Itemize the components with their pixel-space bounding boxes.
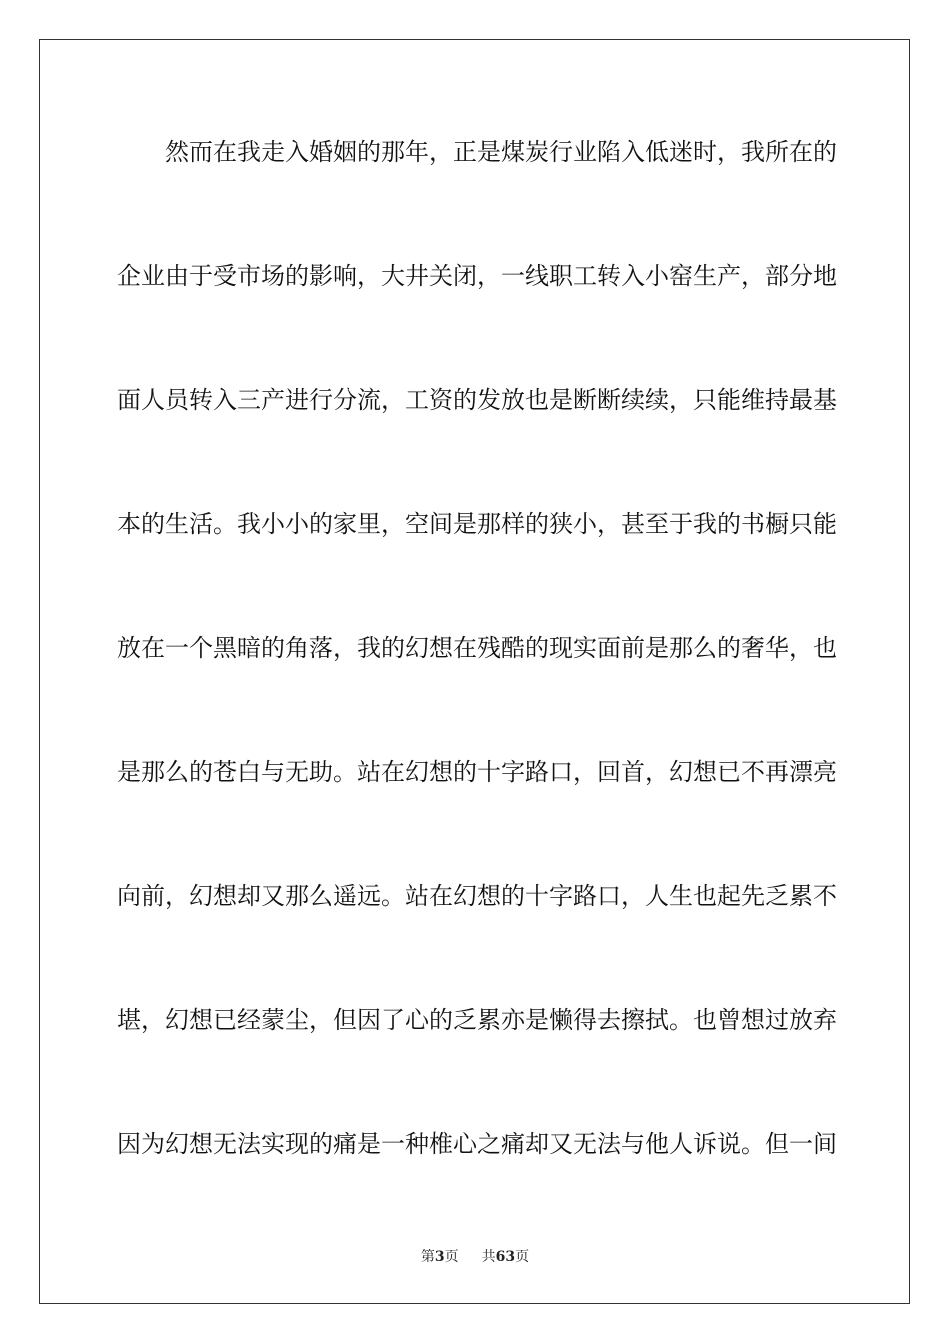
page-suffix: 页 <box>444 1249 459 1265</box>
total-prefix: 共 <box>481 1249 496 1265</box>
page-number: 3 <box>434 1249 445 1265</box>
paragraph-line-6: 是那么的苍白与无助。站在幻想的十字路口，回首，幻想已不再漂亮 <box>117 758 837 786</box>
paragraph-line-7: 向前，幻想却又那么遥远。站在幻想的十字路口，人生也起先乏累不 <box>117 882 837 910</box>
total-pages-number: 63 <box>495 1249 516 1265</box>
paragraph-line-1: 然而在我走入婚姻的那年，正是煤炭行业陷入低迷时，我所在的 <box>165 138 837 166</box>
total-suffix: 页 <box>515 1249 530 1265</box>
paragraph-line-8: 堪，幻想已经蒙尘，但因了心的乏累亦是懒得去擦拭。也曾想过放弃 <box>117 1006 837 1034</box>
page-footer <box>0 1246 950 1266</box>
paragraph-line-4: 本的生活。我小小的家里，空间是那样的狭小，甚至于我的书橱只能 <box>117 510 837 538</box>
paragraph-line-5: 放在一个黑暗的角落，我的幻想在残酷的现实面前是那么的奢华，也 <box>117 634 837 662</box>
paragraph-line-3: 面人员转入三产进行分流，工资的发放也是断断续续，只能维持最基 <box>117 386 837 414</box>
page-indicator <box>421 1246 459 1266</box>
page-prefix: 第 <box>420 1249 435 1265</box>
paragraph-line-9: 因为幻想无法实现的痛是一种椎心之痛却又无法与他人诉说。但一间 <box>117 1130 837 1158</box>
page-border <box>39 39 910 1304</box>
paragraph-line-2: 企业由于受市场的影响，大井关闭，一线职工转入小窑生产，部分地 <box>117 262 837 290</box>
total-pages-indicator <box>482 1246 529 1266</box>
